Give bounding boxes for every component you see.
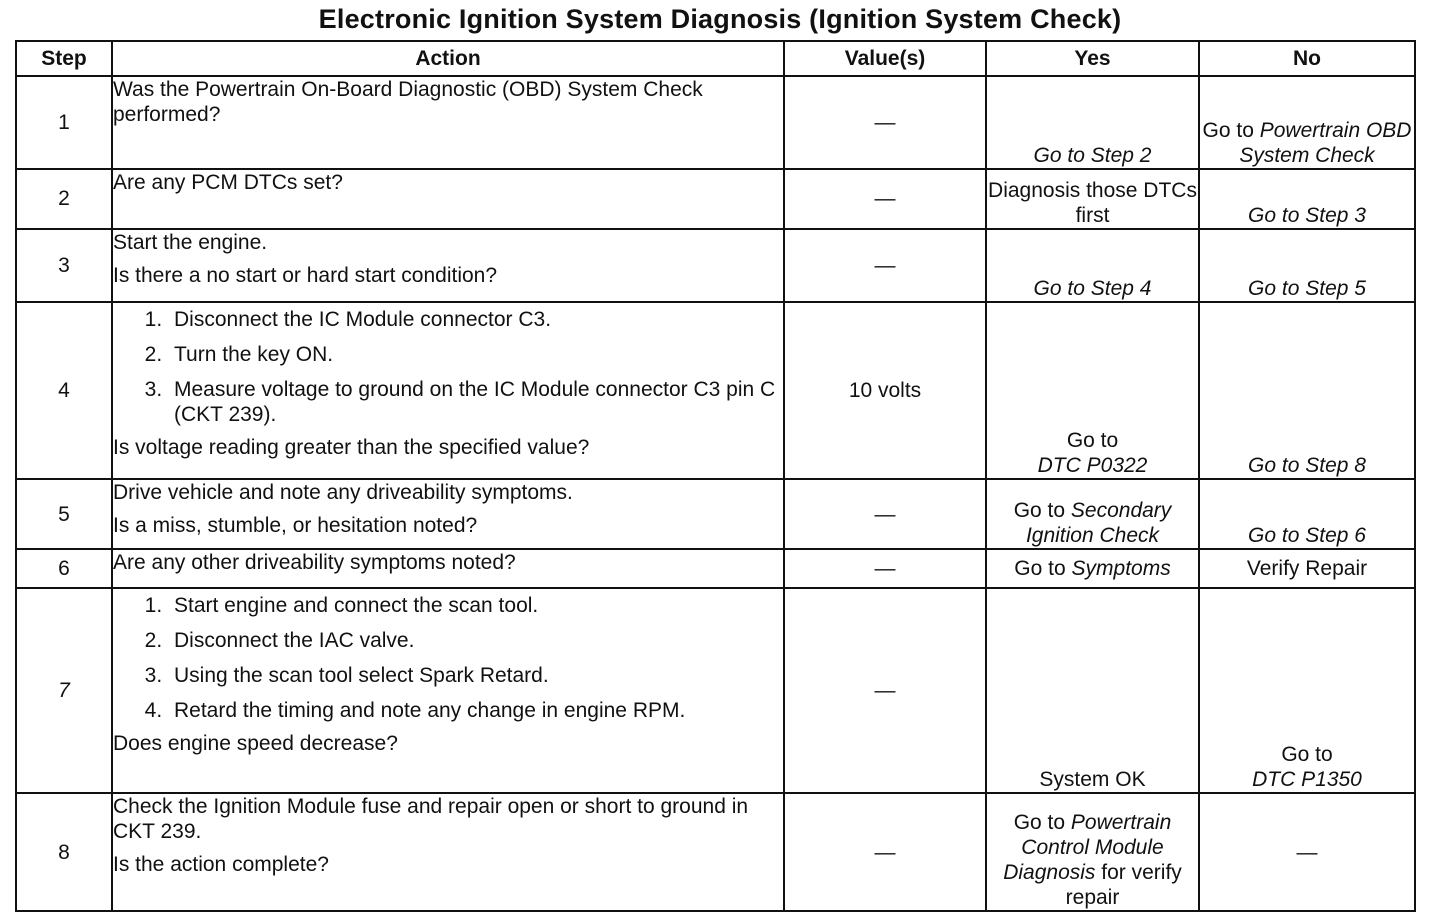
action-question: Is the action complete?: [113, 853, 329, 877]
table-row: [16, 169, 1415, 229]
value-cell: —: [784, 588, 986, 793]
no-link-text: Go to Step 8: [1248, 453, 1366, 477]
action-text: Start the engine.: [113, 231, 268, 255]
no-cell: [1199, 479, 1415, 550]
action-question: Is a miss, stumble, or hesitation noted?: [113, 513, 478, 537]
header-no: No: [1199, 41, 1415, 76]
action-cell: [112, 229, 784, 302]
header-action: Action: [112, 41, 784, 76]
yes-cell: [986, 479, 1199, 550]
no-prefix: Go to: [1202, 118, 1254, 142]
action-question: Is there a no start or hard start condition?: [113, 264, 498, 288]
action-cell: [112, 302, 784, 479]
action-text: Are any other driveability symptoms noted?: [113, 551, 516, 575]
table-header-row: [16, 41, 1415, 76]
step-number: 1: [16, 76, 112, 169]
no-cell: [1199, 549, 1415, 587]
substep-list: [113, 307, 783, 427]
substep-item: 3. Using the scan tool select Spark Retard.: [168, 663, 783, 688]
action-cell: [112, 76, 784, 169]
yes-link-text: DTC P0322: [1037, 453, 1148, 477]
yes-cell: [986, 76, 1199, 169]
no-cell: [1199, 588, 1415, 793]
no-cell: [1199, 169, 1415, 229]
yes-suffix: for verify repair: [1065, 861, 1182, 909]
header-yes: Yes: [986, 41, 1199, 76]
action-text: Are any PCM DTCs set?: [113, 170, 343, 194]
no-link-text: Go to Step 5: [1248, 276, 1366, 300]
action-cell: [112, 793, 784, 911]
table-row: [16, 588, 1415, 793]
no-text: Verify Repair: [1246, 556, 1368, 580]
table-row: [16, 793, 1415, 911]
substep-item: 1. Start engine and connect the scan tool.: [168, 593, 783, 618]
step-number: 5: [16, 479, 112, 550]
yes-link-text: Powertrain Control Module Diagnosis: [1003, 811, 1172, 884]
yes-cell: [986, 302, 1199, 479]
yes-cell: [986, 793, 1199, 911]
substep-item: 3. Measure voltage to ground on the IC Module connector C3 pin C (CKT 239).: [168, 377, 783, 427]
value-cell: —: [784, 479, 986, 550]
yes-prefix: Go to: [1066, 428, 1119, 452]
yes-cell: [986, 169, 1199, 229]
no-cell: [1199, 229, 1415, 302]
step-number: 6: [16, 549, 112, 587]
yes-prefix: Go to: [1014, 556, 1066, 580]
no-link-text: DTC P1350: [1252, 768, 1362, 792]
yes-cell: [986, 229, 1199, 302]
step-number: 7: [16, 588, 112, 793]
table-row: [16, 76, 1415, 169]
no-cell: [1199, 302, 1415, 479]
action-text: Drive vehicle and note any driveability symptoms.: [113, 480, 573, 504]
value-cell: —: [784, 229, 986, 302]
yes-cell: [986, 549, 1199, 587]
yes-link-text: Symptoms: [1071, 556, 1171, 580]
action-cell: [112, 479, 784, 550]
header-values: Value(s): [784, 41, 986, 76]
no-text: —: [1296, 840, 1318, 864]
action-cell: [112, 169, 784, 229]
yes-link-text: Go to Step 2: [1033, 143, 1152, 167]
yes-cell: [986, 588, 1199, 793]
substep-item: 4. Retard the timing and note any change in engine RPM.: [168, 698, 783, 723]
step-number: 8: [16, 793, 112, 911]
action-cell: [112, 549, 784, 587]
table-row: [16, 302, 1415, 479]
yes-text: Diagnosis those DTCs first: [988, 179, 1197, 228]
value-cell: —: [784, 169, 986, 229]
no-link-text: Go to Step 3: [1248, 204, 1366, 228]
step-number: 4: [16, 302, 112, 479]
action-text: Was the Powertrain On-Board Diagnostic (OBD) System Check performed?: [113, 78, 703, 126]
no-link-text: Go to Step 6: [1248, 524, 1366, 548]
action-cell: [112, 588, 784, 793]
yes-link-text: Go to Step 4: [1033, 276, 1152, 300]
substep-list: [113, 593, 783, 723]
substep-item: 2. Turn the key ON.: [168, 342, 783, 367]
value-cell: 10 volts: [784, 302, 986, 479]
yes-link-text: Secondary Ignition Check: [1025, 499, 1172, 548]
yes-prefix: Go to: [1013, 499, 1066, 523]
substep-item: 1. Disconnect the IC Module connector C3.: [168, 307, 783, 332]
no-cell: [1199, 793, 1415, 911]
action-question: Does engine speed decrease?: [113, 731, 398, 755]
page-title: Electronic Ignition System Diagnosis (Ignition System Check): [318, 4, 1122, 34]
step-number: 2: [16, 169, 112, 229]
step-number: 3: [16, 229, 112, 302]
header-step: Step: [16, 41, 112, 76]
value-cell: —: [784, 793, 986, 911]
value-cell: —: [784, 549, 986, 587]
yes-prefix: Go to: [1013, 811, 1066, 834]
table-row: [16, 479, 1415, 550]
table-row: [16, 549, 1415, 587]
action-question: Is voltage reading greater than the specified value?: [113, 435, 590, 459]
action-text: Check the Ignition Module fuse and repair open or short to ground in CKT 239.: [113, 795, 749, 844]
no-prefix: Go to: [1281, 743, 1333, 767]
no-link-text: Powertrain OBD System Check: [1239, 118, 1412, 167]
table-row: [16, 229, 1415, 302]
value-cell: —: [784, 76, 986, 169]
yes-text: System OK: [1039, 768, 1146, 792]
substep-item: 2. Disconnect the IAC valve.: [168, 628, 783, 653]
diagnosis-table: [15, 40, 1416, 912]
no-cell: [1199, 76, 1415, 169]
